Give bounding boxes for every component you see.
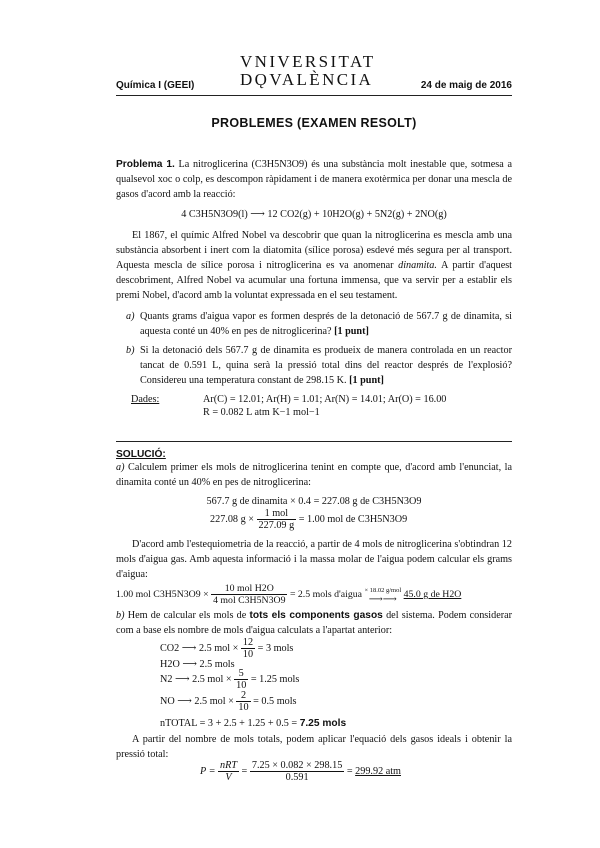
question-b bbox=[140, 343, 512, 388]
co2-left: CO2 ⟶ 2.5 mol × bbox=[160, 642, 239, 654]
header-rule bbox=[116, 95, 512, 96]
problem-intro-text: La nitroglicerina (C3H5N3O9) és una substància molt inestable que, sotmesa a qualsevol xoc o colp, es descompon ràpidament i de manera exotèrmica per donar una mescla de gasos d'acord amb la reacció: bbox=[116, 159, 512, 200]
p-fraction-1 bbox=[218, 760, 239, 783]
no-right: = 0.5 mols bbox=[253, 695, 297, 707]
question-a-label: a) bbox=[126, 311, 135, 322]
n2-right: = 1.25 mols bbox=[250, 673, 300, 685]
solution-a-intro bbox=[116, 460, 512, 490]
eq3-left: 1.00 mol C3H5N3O9 × bbox=[116, 588, 209, 600]
co2-numerator: 12 bbox=[242, 637, 254, 648]
co2-fraction bbox=[241, 637, 255, 660]
n2-numerator: 5 bbox=[234, 668, 248, 680]
question-b-label: b) bbox=[126, 345, 135, 356]
n2-left: N2 ⟶ 2.5 mol × bbox=[160, 673, 232, 685]
total-value: 7.25 mols bbox=[299, 718, 347, 729]
exam-date: 24 de maig de 2016 bbox=[420, 80, 512, 91]
p-equals: = bbox=[241, 765, 248, 777]
n2-denominator: 10 bbox=[236, 680, 247, 691]
problem-intro bbox=[116, 157, 512, 202]
h2o-calculation: H2O ⟶ 2.5 mols bbox=[160, 659, 235, 670]
question-b-text: Si la detonació dels 567.7 g de dinamita es produeix de manera controlada en un reactor tancat de 0.591 L, quina serà la pressió total dins del reactor després de l'explosió? Considereu una temperatura constant de 298.15 K. bbox=[140, 345, 512, 386]
solution-paragraph-2: D'acord amb l'estequiometria de la reacció, a partir de 4 mols de nitroglicerina s'obtindran 12 mols d'aigua gas. Amb aquesta informació i la massa molar de l'aigua podem calcular els grams d'aigua: bbox=[116, 539, 512, 580]
data-line-2: R = 0.082 L atm K−1 mol−1 bbox=[203, 407, 320, 418]
pressure-equation bbox=[200, 760, 401, 783]
co2-right: = 3 mols bbox=[257, 642, 294, 654]
n2-fraction bbox=[234, 668, 248, 691]
eq3-arrow-label: × 18.02 g/mol bbox=[364, 586, 402, 594]
long-arrow-icon: ⟶⟶ bbox=[368, 593, 397, 605]
p-numerator-1: nRT bbox=[220, 760, 237, 771]
eq3-middle: = 2.5 mols d'aigua bbox=[289, 588, 362, 600]
n2-calculation bbox=[160, 668, 299, 691]
question-a-text: Quants grams d'aigua vapor es formen després de la detonació de 567.7 g de dinamita, si aquesta conté un 40% en pes de nitroglicerina? bbox=[140, 311, 512, 337]
no-calculation bbox=[160, 690, 297, 713]
question-a bbox=[140, 309, 512, 339]
solution-b-bold: tots els components gasos bbox=[249, 610, 383, 621]
solution-a-text: Calculem primer els mols de nitroglicerina tenint en compte que, d'acord amb l'enunciat, la dinamita conté un 40% en pes de nitroglicerina: bbox=[116, 462, 513, 488]
history-dinamita: dinamita. bbox=[398, 260, 437, 271]
eq2-fraction bbox=[257, 508, 297, 531]
university-logo-line1: VNIVERSITAT bbox=[240, 52, 376, 71]
question-b-points: [1 punt] bbox=[349, 375, 384, 386]
eq3-denominator: 4 mol C3H5N3O9 bbox=[213, 595, 286, 606]
equation-2 bbox=[210, 508, 510, 531]
p-numerator-2: 7.25 × 0.082 × 298.15 bbox=[251, 760, 343, 771]
eq2-right: = 1.00 mol de C3H5N3O9 bbox=[298, 513, 408, 525]
eq3-arrow bbox=[364, 586, 401, 604]
eq2-left: 227.08 g × bbox=[210, 513, 254, 525]
course-name: Química I (GEEI) bbox=[116, 80, 195, 91]
equation-1: 567.7 g de dinamita × 0.4 = 227.08 g de C3H5N3O9 bbox=[206, 496, 422, 507]
p-left: P = bbox=[200, 765, 216, 777]
solution-b-label: b) bbox=[116, 610, 125, 621]
total-moles bbox=[160, 716, 346, 731]
p-denominator-2: 0.591 bbox=[285, 772, 309, 783]
university-logo-line2: DǪVALÈNCIA bbox=[240, 70, 374, 89]
solution-b-text-2: del sistema. Podem considerar com a base els nombre de mols d'aigua calculats a l'apartat anterior: bbox=[116, 610, 513, 636]
reaction-equation: 4 C3H5N3O9(l) ⟶ 12 CO2(g) + 10H2O(g) + 5N2(g) + 2NO(g) bbox=[181, 209, 447, 220]
history-text-2: A partir d'aquest descobriment, Alfred Nobel va acumular una fortuna immensa, que va servir per a establir els premi Nobel, d'acord amb la voluntat expressada en el seu testament. bbox=[116, 260, 513, 301]
eq3-fraction bbox=[211, 583, 287, 606]
total-left: nTOTAL = 3 + 2.5 + 1.25 + 0.5 = bbox=[160, 718, 298, 729]
page-title: PROBLEMES (EXAMEN RESOLT) bbox=[211, 116, 417, 130]
question-a-points: [1 punt] bbox=[334, 326, 369, 337]
solution-separator bbox=[116, 441, 512, 442]
solution-paragraph-3: A partir del nombre de mols totals, podem aplicar l'equació dels gasos ideals i obtenir la pressió total: bbox=[116, 734, 512, 760]
equation-3 bbox=[116, 583, 516, 606]
no-left: NO ⟶ 2.5 mol × bbox=[160, 695, 234, 707]
p-equals-2: = bbox=[346, 765, 353, 777]
history-paragraph bbox=[116, 228, 512, 303]
data-line-1: Ar(C) = 12.01; Ar(H) = 1.01; Ar(N) = 14.01; Ar(O) = 16.00 bbox=[203, 394, 447, 405]
no-denominator: 10 bbox=[238, 702, 249, 713]
eq2-denominator: 227.09 g bbox=[258, 520, 295, 531]
no-numerator: 2 bbox=[236, 690, 250, 702]
solution-a-label: a) bbox=[116, 462, 125, 473]
eq2-numerator: 1 mol bbox=[257, 508, 297, 520]
p-result: 299.92 atm bbox=[355, 765, 401, 777]
problem-label: Problema 1. bbox=[116, 159, 175, 170]
history-text-1: El 1867, el químic Alfred Nobel va descobrir que quan la nitroglicerina es mescla amb una substància absorbent i inert com la diatomita (sílice porosa) esdevé més segura per al transport. Aquesta mescla de sílice porosa i nitroglicerina es va anomenar bbox=[116, 230, 512, 271]
eq3-result: 45.0 g de H2O bbox=[403, 588, 462, 600]
co2-denominator: 10 bbox=[242, 649, 254, 660]
p-fraction-2 bbox=[250, 760, 344, 783]
solution-label: SOLUCIÓ: bbox=[116, 449, 166, 460]
solution-b-text-1: Hem de calcular els mols de bbox=[127, 610, 247, 621]
p-denominator-1: V bbox=[225, 772, 232, 783]
no-fraction bbox=[236, 690, 250, 713]
eq3-numerator: 10 mol H2O bbox=[211, 583, 287, 595]
solution-b-intro bbox=[116, 608, 512, 638]
data-label: Dades: bbox=[131, 394, 160, 405]
